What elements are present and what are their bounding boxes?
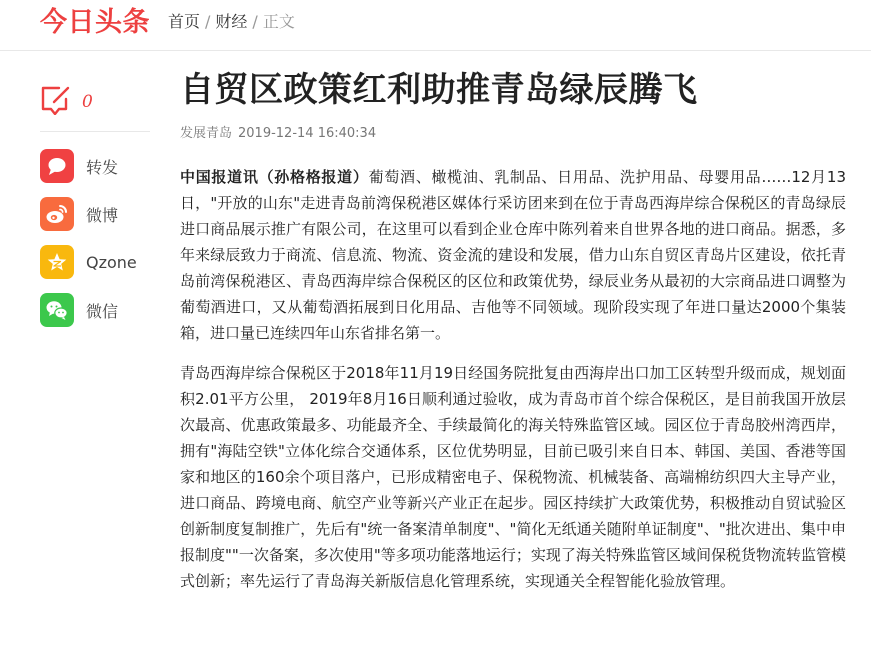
article-paragraph: 青岛西海岸综合保税区于2018年11月19日经国务院批复由西海岸出口加工区转型升级而成，规划面积2.01平方公里， 2019年8月16日顺利通过验收，成为青岛市首个综合保税区，是目前我国开放层次最高、优惠政策最多、功能最齐全、手续最简化的海关特殊监管区域。园区位于青岛胶州湾西岸，拥有"海陆空铁"立体化综合交通体系，区位优势明显，目前已吸引来自日本、韩国、美国、香港等国家和地区的160余个项目落户，已形成精密电子、保税物流、机械装备、高端棉纺织四大主导产业，进口商品、跨境电商、航空产业等新兴产业正在起步。园区持续扩大政策优势，积极推动自贸试验区创新制度复制推广，先后有"统一备案清单制度"、"简化无纸通关随附单证制度"、"批次进出、集中申报制度""一次备案，多次使用"等多项功能落地运行；实现了海关特殊监管区域间保税货物流转监管模式创新；率先运行了青岛海关新版信息化管理系统，实现通关全程智能化验放管理。 [180,364,846,590]
breadcrumb-home-link[interactable]: 首页 [168,12,201,31]
article-content [180,164,846,594]
weibo-icon [40,197,74,231]
share-weibo-button[interactable] [40,190,150,238]
share-wechat-label: 微信 [86,301,119,321]
share-repost-button[interactable] [40,142,150,190]
top-bar [0,0,871,51]
sidebar-divider [40,131,150,132]
share-qzone-label: Qzone [86,252,137,272]
breadcrumb-separator: / [205,12,211,31]
wechat-icon [40,293,74,327]
share-sidebar [40,85,150,334]
comment-icon [40,85,72,119]
article-meta [180,124,846,144]
article-paragraph-text: 葡萄酒、橄榄油、乳制品、日用品、洗护用品、母婴用品……12月13日，"开放的山东"走进青岛前湾保税港区媒体行采访团来到在位于青岛西海岸综合保税区的青岛绿辰进口商品展示推广有限公司，在这里可以看到企业仓库中陈列着来自世界各地的进口商品。据悉，多年来绿辰致力于商流、信息流、物流、资金流的建设和发展，借力山东自贸区青岛片区建设，依托青岛前湾保税港区、青岛西海岸综合保税区的区位和政策优势，绿辰业务从最初的大宗商品进口调整为葡萄酒进口，又从葡萄酒拓展到日化用品、吉他等不同领域。现阶段实现了年进口量达2000个集装箱，进口量已连续四年山东省排名第一。 [180,168,846,342]
article-lead: 中国报道讯（孙格格报道） [180,168,369,186]
breadcrumb-category-link[interactable]: 财经 [215,12,248,31]
comment-count: 0 [82,92,93,112]
breadcrumb-separator: / [252,12,258,31]
breadcrumb-current: 正文 [262,12,295,31]
article-title: 自贸区政策红利助推青岛绿辰腾飞 [180,70,698,110]
breadcrumb [168,12,295,32]
article-paragraph [180,164,846,346]
article [180,64,846,608]
share-weibo-label: 微博 [86,205,119,225]
qzone-icon [40,245,74,279]
article-time: 2019-12-14 16:40:34 [238,126,377,141]
repost-icon [40,149,74,183]
share-qzone-button[interactable] [40,238,150,286]
comment-button[interactable] [40,85,150,119]
toutiao-logo[interactable]: 今日头条 [40,7,150,38]
article-source[interactable]: 发展青岛 [180,126,233,141]
share-repost-label: 转发 [86,157,119,177]
share-wechat-button[interactable] [40,286,150,334]
